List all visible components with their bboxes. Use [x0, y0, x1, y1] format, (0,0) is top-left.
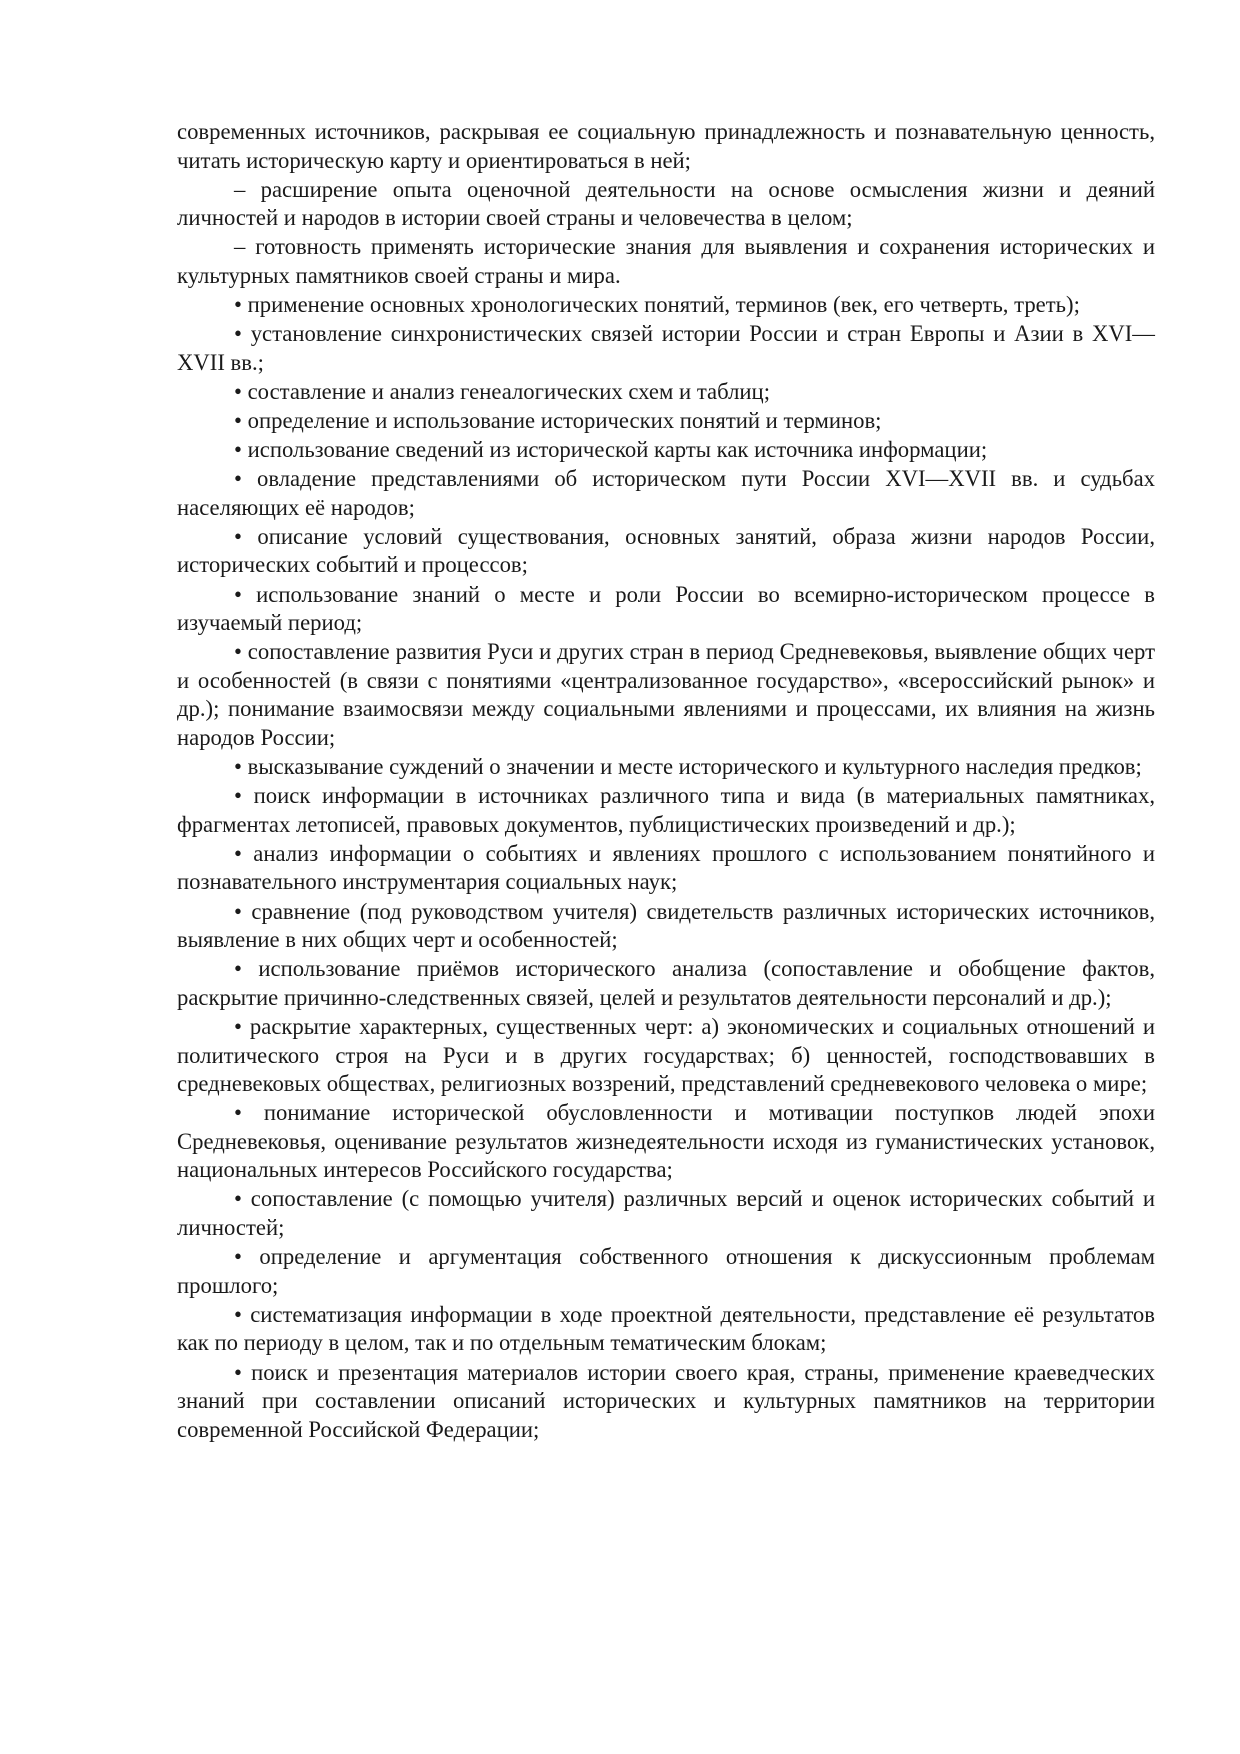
bullet-item: • описание условий существования, основных занятий, образа жизни народов России, исторических событий и процессов;	[177, 523, 1155, 578]
bullet-item: • использование приёмов исторического анализа (сопоставление и обобщение фактов, раскрытие причинно-следственных связей, целей и результатов деятельности персоналий и др.);	[177, 956, 1155, 1010]
bullet-item: • составление и анализ генеалогических схем и таблиц;	[234, 378, 770, 404]
document-body	[177, 118, 1155, 1445]
paragraph-continuation: современных источников, раскрывая ее социальную принадлежность и познавательную ценность, читать историческую карту и ориентироваться в ней;	[177, 119, 1155, 173]
bullet-item: • овладение представлениями об историческом пути России XVI—XVII вв. и судьбах населяющих её народов;	[177, 466, 1155, 520]
bullet-item: • поиск и презентация материалов истории своего края, страны, применение краеведческих знаний при составлении описаний исторических и культурных памятников на территории современной Российской Федерации;	[177, 1359, 1155, 1442]
bullet-item: • систематизация информации в ходе проектной деятельности, представление её результатов как по периоду в целом, так и по отдельным тематическим блокам;	[177, 1301, 1155, 1356]
paragraph-dash-item: – расширение опыта оценочной деятельности на основе осмысления жизни и деяний личностей и народов в истории своей страны и человечества в целом;	[177, 176, 1155, 231]
bullet-item: • анализ информации о событиях и явлениях прошлого с использованием понятийного и познавательного инструментария социальных наук;	[177, 840, 1155, 895]
bullet-item: • поиск информации в источниках различного типа и вида (в материальных памятниках, фрагментах летописей, правовых документов, публицистических произведений и др.);	[177, 783, 1155, 837]
bullet-item: • сопоставление (с помощью учителя) различных версий и оценок исторических событий и личностей;	[177, 1186, 1155, 1241]
bullet-item: • использование сведений из исторической карты как источника информации;	[234, 437, 988, 463]
bullet-item: • сопоставление развития Руси и других стран в период Средневековья, выявление общих черт и особенностей (в связи с понятиями «централизованное государство», «всероссийский рынок» и др.); понимание взаимосвязи между социальными явлениями и процессами, их влияния на жизнь народов России;	[177, 639, 1155, 750]
bullet-item: • определение и использование исторических понятий и терминов;	[234, 407, 882, 433]
bullet-item: • применение основных хронологических понятий, терминов (век, его четверть, треть);	[234, 292, 1080, 318]
bullet-item: • использование знаний о месте и роли России во всемирно-историческом процессе в изучаемый период;	[177, 581, 1155, 636]
bullet-item: • сравнение (под руководством учителя) свидетельств различных исторических источников, выявление в них общих черт и особенностей;	[177, 898, 1155, 953]
bullet-item: • раскрытие характерных, существенных черт: а) экономических и социальных отношений и политического строя на Руси и в других государствах; б) ценностей, господствовавших в средневековых обществах, религиозных воззрений, представлений средневекового человека о мире;	[177, 1013, 1155, 1097]
bullet-item: • определение и аргументация собственного отношения к дискуссионным проблемам прошлого;	[177, 1244, 1155, 1298]
paragraph-dash-item: – готовность применять исторические знания для выявления и сохранения исторических и культурных памятников своей страны и мира.	[177, 234, 1155, 288]
bullet-item: • установление синхронистических связей истории России и стран Европы и Азии в XVI—XVII вв.;	[177, 321, 1155, 375]
bullet-item: • высказывание суждений о значении и месте исторического и культурного наследия предков;	[234, 754, 1142, 780]
bullet-item: • понимание исторической обусловленности и мотивации поступков людей эпохи Средневековья, оценивание результатов жизнедеятельности исходя из гуманистических установок, национальных интересов Российского государства;	[177, 1100, 1155, 1183]
